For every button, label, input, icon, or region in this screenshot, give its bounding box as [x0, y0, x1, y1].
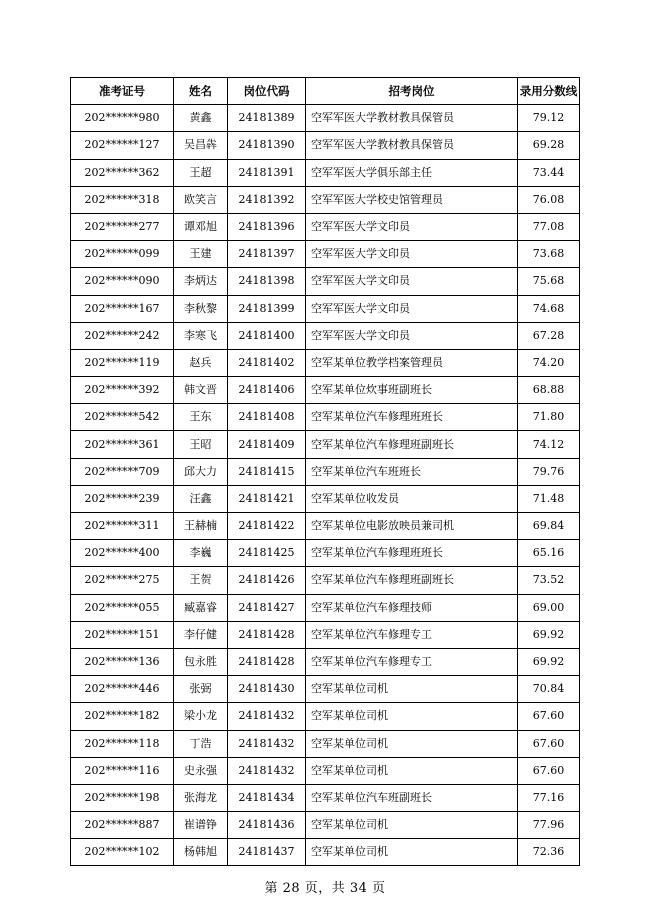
cutoff-score-cell: 71.48 — [518, 485, 580, 512]
name-cell: 韩文晋 — [174, 377, 228, 404]
table-row — [71, 458, 580, 485]
position-code-cell: 24181389 — [228, 105, 306, 132]
name-cell: 臧嘉睿 — [174, 594, 228, 621]
table-row — [71, 105, 580, 132]
name-cell: 梁小龙 — [174, 703, 228, 730]
header-row — [71, 78, 580, 105]
position-code-cell: 24181427 — [228, 594, 306, 621]
cutoff-score-cell: 72.36 — [518, 839, 580, 866]
position-code-cell: 24181397 — [228, 241, 306, 268]
position-cell: 空军某单位司机 — [306, 812, 518, 839]
exam-id-cell: 202******151 — [71, 621, 174, 648]
table-row — [71, 295, 580, 322]
table-row — [71, 431, 580, 458]
position-code-cell: 24181398 — [228, 268, 306, 295]
table-row — [71, 676, 580, 703]
position-cell: 空军某单位汽车修理技师 — [306, 594, 518, 621]
cutoff-score-cell: 73.52 — [518, 567, 580, 594]
name-cell: 邱大力 — [174, 458, 228, 485]
table-row — [71, 648, 580, 675]
position-code-cell: 24181425 — [228, 540, 306, 567]
table-row — [71, 132, 580, 159]
page-number: 第 28 页，共 34 页 — [264, 881, 386, 896]
position-code-cell: 24181408 — [228, 404, 306, 431]
cutoff-score-cell: 74.20 — [518, 349, 580, 376]
exam-id-cell: 202******362 — [71, 159, 174, 186]
table-row — [71, 757, 580, 784]
position-cell: 空军某单位教学档案管理员 — [306, 349, 518, 376]
exam-id-cell: 202******242 — [71, 322, 174, 349]
cutoff-score-cell: 74.12 — [518, 431, 580, 458]
position-cell: 空军某单位电影放映员兼司机 — [306, 513, 518, 540]
name-cell: 王昭 — [174, 431, 228, 458]
name-cell: 李巍 — [174, 540, 228, 567]
name-cell: 李仔健 — [174, 621, 228, 648]
position-cell: 空军军医大学教材教具保管员 — [306, 132, 518, 159]
name-cell: 王东 — [174, 404, 228, 431]
header-exam-id: 准考证号 — [71, 78, 174, 105]
name-cell: 赵兵 — [174, 349, 228, 376]
position-cell: 空军某单位司机 — [306, 676, 518, 703]
position-code-cell: 24181391 — [228, 159, 306, 186]
results-table — [70, 77, 580, 866]
cutoff-score-cell: 65.16 — [518, 540, 580, 567]
position-code-cell: 24181432 — [228, 757, 306, 784]
position-cell: 空军某单位司机 — [306, 703, 518, 730]
exam-id-cell: 202******118 — [71, 730, 174, 757]
position-cell: 空军军医大学教材教具保管员 — [306, 105, 518, 132]
position-cell: 空军军医大学俱乐部主任 — [306, 159, 518, 186]
cutoff-score-cell: 73.68 — [518, 241, 580, 268]
position-code-cell: 24181428 — [228, 648, 306, 675]
position-code-cell: 24181409 — [228, 431, 306, 458]
exam-id-cell: 202******446 — [71, 676, 174, 703]
position-code-cell: 24181437 — [228, 839, 306, 866]
cutoff-score-cell: 69.28 — [518, 132, 580, 159]
table-row — [71, 241, 580, 268]
cutoff-score-cell: 69.92 — [518, 621, 580, 648]
table-row — [71, 839, 580, 866]
name-cell: 王贺 — [174, 567, 228, 594]
table-row — [71, 513, 580, 540]
exam-id-cell: 202******102 — [71, 839, 174, 866]
position-cell: 空军某单位汽车班班长 — [306, 458, 518, 485]
exam-id-cell: 202******090 — [71, 268, 174, 295]
name-cell: 欧笑言 — [174, 186, 228, 213]
position-cell: 空军某单位收发员 — [306, 485, 518, 512]
exam-id-cell: 202******182 — [71, 703, 174, 730]
position-code-cell: 24181421 — [228, 485, 306, 512]
table-row — [71, 377, 580, 404]
table-row — [71, 213, 580, 240]
exam-id-cell: 202******542 — [71, 404, 174, 431]
position-cell: 空军某单位司机 — [306, 757, 518, 784]
name-cell: 张弼 — [174, 676, 228, 703]
name-cell: 丁浩 — [174, 730, 228, 757]
exam-id-cell: 202******980 — [71, 105, 174, 132]
position-code-cell: 24181430 — [228, 676, 306, 703]
position-code-cell: 24181392 — [228, 186, 306, 213]
exam-id-cell: 202******318 — [71, 186, 174, 213]
position-cell: 空军军医大学文印员 — [306, 213, 518, 240]
name-cell: 黄鑫 — [174, 105, 228, 132]
position-code-cell: 24181402 — [228, 349, 306, 376]
position-code-cell: 24181415 — [228, 458, 306, 485]
table-row — [71, 322, 580, 349]
cutoff-score-cell: 69.92 — [518, 648, 580, 675]
position-cell: 空军某单位汽车修理班班长 — [306, 404, 518, 431]
table-row — [71, 784, 580, 811]
position-code-cell: 24181434 — [228, 784, 306, 811]
table-row — [71, 540, 580, 567]
exam-id-cell: 202******275 — [71, 567, 174, 594]
exam-id-cell: 202******127 — [71, 132, 174, 159]
cutoff-score-cell: 74.68 — [518, 295, 580, 322]
table-row — [71, 594, 580, 621]
exam-id-cell: 202******198 — [71, 784, 174, 811]
name-cell: 史永强 — [174, 757, 228, 784]
exam-id-cell: 202******167 — [71, 295, 174, 322]
position-cell: 空军某单位司机 — [306, 730, 518, 757]
position-cell: 空军某单位汽车修理班副班长 — [306, 567, 518, 594]
table-row — [71, 621, 580, 648]
name-cell: 李寒飞 — [174, 322, 228, 349]
exam-id-cell: 202******400 — [71, 540, 174, 567]
cutoff-score-cell: 68.88 — [518, 377, 580, 404]
name-cell: 王赫楠 — [174, 513, 228, 540]
table-row — [71, 567, 580, 594]
exam-id-cell: 202******099 — [71, 241, 174, 268]
exam-id-cell: 202******709 — [71, 458, 174, 485]
name-cell: 杨韩旭 — [174, 839, 228, 866]
position-code-cell: 24181399 — [228, 295, 306, 322]
cutoff-score-cell: 77.16 — [518, 784, 580, 811]
name-cell: 崔谱铮 — [174, 812, 228, 839]
cutoff-score-cell: 79.76 — [518, 458, 580, 485]
position-code-cell: 24181432 — [228, 730, 306, 757]
table-row — [71, 186, 580, 213]
position-code-cell: 24181436 — [228, 812, 306, 839]
cutoff-score-cell: 67.60 — [518, 757, 580, 784]
position-code-cell: 24181428 — [228, 621, 306, 648]
cutoff-score-cell: 67.28 — [518, 322, 580, 349]
position-cell: 空军某单位汽车班副班长 — [306, 784, 518, 811]
name-cell: 吴昌犇 — [174, 132, 228, 159]
cutoff-score-cell: 75.68 — [518, 268, 580, 295]
name-cell: 包永胜 — [174, 648, 228, 675]
name-cell: 李秋黎 — [174, 295, 228, 322]
exam-id-cell: 202******392 — [71, 377, 174, 404]
name-cell: 李炳达 — [174, 268, 228, 295]
table-row — [71, 485, 580, 512]
table-row — [71, 404, 580, 431]
name-cell: 王超 — [174, 159, 228, 186]
cutoff-score-cell: 77.08 — [518, 213, 580, 240]
name-cell: 汪鑫 — [174, 485, 228, 512]
table-row — [71, 159, 580, 186]
name-cell: 王建 — [174, 241, 228, 268]
header-position: 招考岗位 — [306, 78, 518, 105]
position-cell: 空军某单位汽车修理专工 — [306, 648, 518, 675]
name-cell: 谭邓旭 — [174, 213, 228, 240]
exam-id-cell: 202******277 — [71, 213, 174, 240]
table-row — [71, 703, 580, 730]
position-code-cell: 24181432 — [228, 703, 306, 730]
position-code-cell: 24181396 — [228, 213, 306, 240]
position-cell: 空军某单位汽车修理专工 — [306, 621, 518, 648]
exam-id-cell: 202******116 — [71, 757, 174, 784]
cutoff-score-cell: 79.12 — [518, 105, 580, 132]
table-row — [71, 349, 580, 376]
position-code-cell: 24181422 — [228, 513, 306, 540]
position-code-cell: 24181390 — [228, 132, 306, 159]
cutoff-score-cell: 77.96 — [518, 812, 580, 839]
name-cell: 张海龙 — [174, 784, 228, 811]
position-cell: 空军某单位司机 — [306, 839, 518, 866]
position-cell: 空军军医大学文印员 — [306, 241, 518, 268]
position-cell: 空军军医大学文印员 — [306, 268, 518, 295]
header-cutoff-score: 录用分数线 — [518, 78, 580, 105]
header-name: 姓名 — [174, 78, 228, 105]
exam-id-cell: 202******361 — [71, 431, 174, 458]
cutoff-score-cell: 69.00 — [518, 594, 580, 621]
exam-id-cell: 202******136 — [71, 648, 174, 675]
cutoff-score-cell: 76.08 — [518, 186, 580, 213]
table-row — [71, 812, 580, 839]
position-code-cell: 24181400 — [228, 322, 306, 349]
position-cell: 空军某单位汽车修理班班长 — [306, 540, 518, 567]
cutoff-score-cell: 67.60 — [518, 730, 580, 757]
header-position-code: 岗位代码 — [228, 78, 306, 105]
cutoff-score-cell: 67.60 — [518, 703, 580, 730]
position-code-cell: 24181426 — [228, 567, 306, 594]
table-row — [71, 268, 580, 295]
position-cell: 空军军医大学文印员 — [306, 322, 518, 349]
cutoff-score-cell: 71.80 — [518, 404, 580, 431]
exam-id-cell: 202******119 — [71, 349, 174, 376]
cutoff-score-cell: 70.84 — [518, 676, 580, 703]
table-row — [71, 730, 580, 757]
table-body — [71, 105, 580, 866]
position-cell: 空军军医大学校史馆管理员 — [306, 186, 518, 213]
exam-id-cell: 202******311 — [71, 513, 174, 540]
exam-id-cell: 202******055 — [71, 594, 174, 621]
position-cell: 空军军医大学文印员 — [306, 295, 518, 322]
cutoff-score-cell: 69.84 — [518, 513, 580, 540]
cutoff-score-cell: 73.44 — [518, 159, 580, 186]
position-code-cell: 24181406 — [228, 377, 306, 404]
exam-id-cell: 202******887 — [71, 812, 174, 839]
position-cell: 空军某单位汽车修理班副班长 — [306, 431, 518, 458]
position-cell: 空军某单位炊事班副班长 — [306, 377, 518, 404]
exam-id-cell: 202******239 — [71, 485, 174, 512]
table-header — [71, 78, 580, 105]
